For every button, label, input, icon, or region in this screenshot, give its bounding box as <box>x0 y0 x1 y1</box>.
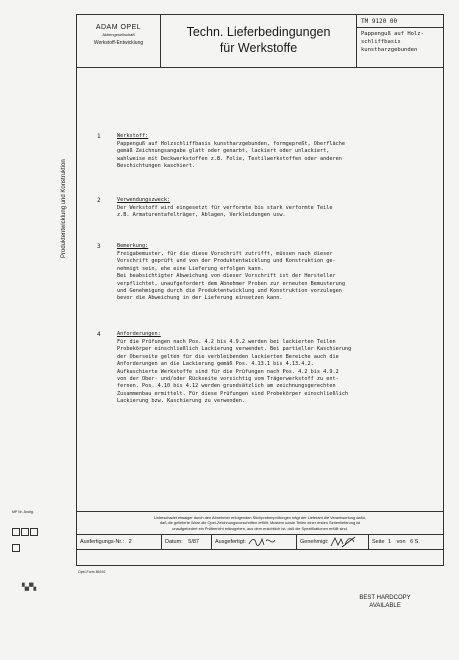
section-body <box>117 339 442 406</box>
line: von der Ober- und/oder Rückseite vorsichtig vom Trägerwerkstoff zu ent- <box>117 376 339 383</box>
page-cell <box>369 535 443 549</box>
edition-value: 2 <box>128 539 132 545</box>
line: Vorschrift geprüft und von der Produktentwicklung und Konstruktion ge- <box>117 258 336 265</box>
section-body <box>117 141 442 171</box>
subject-line2: schliffbasis <box>361 39 401 45</box>
prepared-label: Ausgefertigt: <box>215 539 246 545</box>
section-heading: Anforderungen: <box>117 331 161 337</box>
header <box>77 15 443 68</box>
title-line1: Techn. Lieferbedingungen <box>186 25 331 39</box>
supplier-notice <box>77 512 443 531</box>
line: fernen. Pos. 4.10 bis 4.12 werden grundsätzlich am zeichnungsgerechten <box>117 383 336 390</box>
title-block <box>161 15 357 67</box>
line: bevor die Abweichung in der Lieferung einsetzen kann. <box>117 295 283 302</box>
line: Probekörper einschließlich Lackierung verwendet. Bei partieller Kaschierung <box>117 346 352 353</box>
title-line2: für Werkstoffe <box>219 41 298 55</box>
line: Anforderungen an die Lackierung gemäß Pos. 4.13.1 bis 4.13.4.2. <box>117 361 314 368</box>
prepared-signature-icon <box>247 536 277 547</box>
notice-line: unaufgefordert ein Prüfbericht mitzugeben, aus dem ersichtlich ist, daß die Spezifikationen erfüllt sind. <box>172 525 348 531</box>
line: Freigabemuster, für die diese Vorschrift zutrifft, müssen nach dieser <box>117 251 333 257</box>
sidebar-label: Produktentwicklung und Konstruktion <box>61 159 67 258</box>
approved-signature-icon <box>330 536 356 548</box>
section-number: 1 <box>97 133 101 140</box>
change-box-label: MP Nr. Ändrg. <box>12 510 34 514</box>
edition-cell <box>77 535 162 549</box>
subject-line3: kunstharzgebunden <box>361 47 418 53</box>
signature-row <box>77 534 443 550</box>
company-block <box>77 15 161 67</box>
approved-label: Genehmigt: <box>300 539 329 545</box>
date-label: Datum: <box>165 539 183 545</box>
line: Bei beabsichtigter Abweichung von dieser Vorschrift ist der Hersteller <box>117 273 336 280</box>
change-box <box>12 510 39 553</box>
line: gemäß Zeichnungsangabe glatt oder genarbt, lackiert oder unlackiert, <box>117 148 330 155</box>
company-name: ADAM OPEL <box>95 24 142 31</box>
approved-cell <box>297 535 369 549</box>
change-square <box>12 528 20 536</box>
line: Der Werkstoff wird eingesetzt für verformte bis stark verformte Teile <box>117 205 333 211</box>
subject-line1: Pappenguß auf Holz- <box>361 31 424 37</box>
line: und Genehmigung durch die Produktentwicklung und Konstruktion vorzulegen <box>117 288 342 295</box>
section-number: 3 <box>97 243 101 250</box>
section-heading: Bemerkung: <box>117 243 149 249</box>
section-number: 2 <box>97 197 101 204</box>
department: Werkstoff-Entwicklung <box>93 40 144 46</box>
company-type: Aktiengesellschaft <box>102 32 135 37</box>
hardcopy-stamp: BEST HARDCOPY AVAILABLE <box>359 595 411 609</box>
line: Für die Prüfungen nach Pos. 4.2 bis 4.9.2 werden bei lackierten Teilen <box>117 339 336 345</box>
line: der Oberseite gelten für die verbleibenden lackierten Bereiche auch die <box>117 353 339 360</box>
total-pages: 6 S. <box>410 539 420 545</box>
footer <box>77 511 443 566</box>
line: Beschichtungen kaschiert. <box>117 163 196 170</box>
change-square <box>30 528 38 536</box>
doc-id-block <box>357 15 443 67</box>
section-body <box>117 205 442 220</box>
section-heading: Werkstoff: <box>117 133 149 139</box>
line: z.B. Armaturentafelträger, Ablagen, Verkleidungen usw. <box>117 212 286 219</box>
page-value: 1 <box>388 539 392 545</box>
prepared-cell <box>212 535 297 549</box>
line: verpflichtet, unaufgefordert dem Abnehmer Proben zur erneuten Bemusterung <box>117 280 345 287</box>
line: Zusammenbau ermittelt. Für diese Prüfungen sind Probekörper einschließlich <box>117 390 349 397</box>
line: nehmigt sein, ehe eine Lieferung erfolgen kann. <box>117 265 264 272</box>
line: Pappenguß auf Holzschliffbasis kunstharzgebunden, formgepreßt, Oberfläche <box>117 141 345 147</box>
page-label: Seite <box>372 539 385 545</box>
section-number: 4 <box>97 331 101 338</box>
change-square <box>21 528 29 536</box>
notice-line: daß die gelieferte Ware die Opel-Zeichnungsvorschriften erfüllt. Mustern sowie Teilen einer ersten Serienlieferung ist <box>159 520 361 526</box>
date-value: 5/87 <box>188 539 199 545</box>
line: wahlweise mit Deckwerkstoffen z.B. Folie, Textilwerkstoffen oder anderen <box>117 155 342 162</box>
document-frame <box>76 14 444 566</box>
edition-label: Ausfertigungs-Nr.: <box>80 539 125 545</box>
opel-form-number: Opel-Form 86192 <box>78 570 106 574</box>
line: Lackierung bzw. Kaschierung zu verwenden. <box>117 398 246 405</box>
change-square <box>12 544 20 552</box>
subject <box>357 28 443 54</box>
line: Aufkaschierte Werkstoffe sind für die Prüfungen nach Pos. 4.2 bis 4.9.2 <box>117 368 339 375</box>
section-body <box>117 251 442 303</box>
of-label: von <box>396 539 406 545</box>
stamp-mark-icon: ▚▞▚ <box>22 584 36 591</box>
doc-number: TM 9120 00 <box>357 15 443 28</box>
section-heading: Verwendungszweck: <box>117 197 171 203</box>
notice-line: Unbeschadet etwaiger durch den Abnehmer erfolgenden Stichprobenprüfungen trägt der Lieferant die Verantwortung dafür, <box>154 515 366 520</box>
date-cell <box>162 535 212 549</box>
